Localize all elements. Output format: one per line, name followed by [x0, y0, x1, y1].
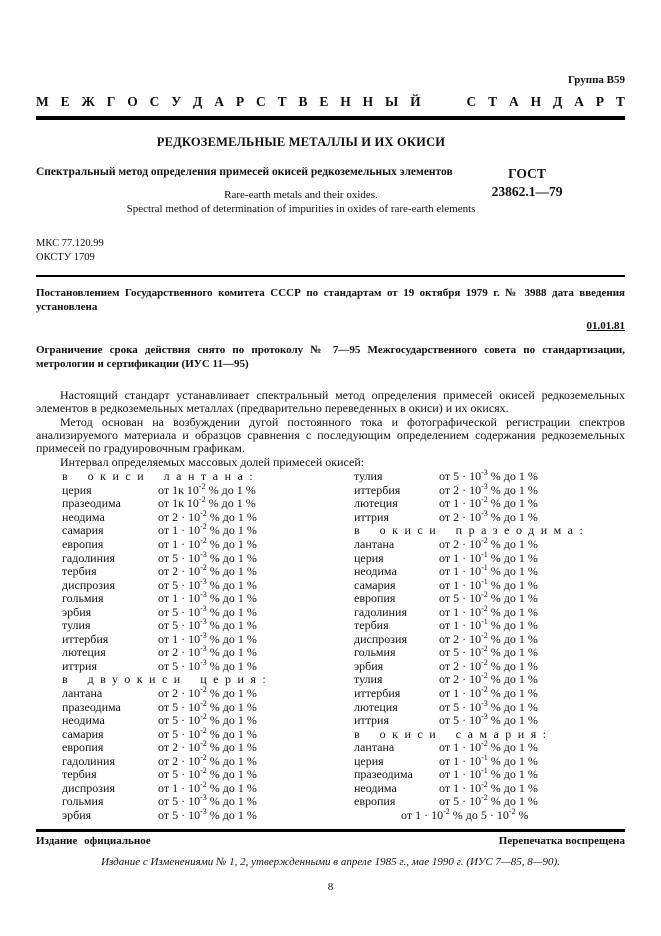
document-title: РЕДКОЗЕМЕЛЬНЫЕ МЕТАЛЛЫ И ИХ ОКИСИ [156, 135, 446, 149]
footer-line [36, 835, 625, 847]
element-name: гадолиния [62, 753, 115, 768]
effective-date-line [36, 320, 625, 332]
concentration-range: от $5 \cdot 10^{-3}$ % до 1 % [439, 468, 538, 484]
concentration-range: от $1 \cdot 10^{-2}$ % до 1 % [158, 779, 257, 795]
concentration-range: от $1 \cdot 10^{-1}$ % до 1 % [439, 617, 538, 633]
element-name: самария [62, 726, 104, 741]
table-row [354, 768, 625, 782]
element-name: лютеция [354, 496, 398, 511]
element-name: европия [354, 591, 396, 606]
concentration-range: от $1 \cdot 10^{-2}$ % до 1 % [158, 522, 257, 538]
page-number: 8 [327, 881, 334, 894]
reprint-prohibited-label: Перепечатка воспрещена [498, 835, 625, 848]
concentration-range: от $2 \cdot 10^{-2}$ % до 1 % [158, 563, 257, 579]
concentration-range: от $2 \cdot 10^{-2}$ % до 1 % [439, 630, 538, 646]
element-name: гольмия [62, 591, 104, 606]
section-rule [36, 275, 625, 277]
concentration-range: от $2 \cdot 10^{-2}$ % до 1 % [158, 684, 257, 700]
element-name: гадолиния [354, 604, 407, 619]
oxide-section-header: в окиси самария: [354, 726, 553, 741]
element-name: самария [62, 523, 104, 538]
concentration-range: от $1 \cdot 10^{-3}$ % до 1 % [158, 590, 257, 606]
paragraph-interval-intro: Интервал определяемых массовых долей примесей окисей: [60, 454, 365, 469]
table-row [354, 646, 625, 660]
concentration-range: от $2 \cdot 10^{-3}$ % до 1 % [439, 481, 538, 497]
table-row [354, 470, 625, 484]
group-code: Группа В59 [567, 74, 625, 86]
table-row [354, 684, 625, 701]
element-name: диспрозия [354, 631, 407, 646]
concentration-range: от $1 \cdot 10^{-1}$ % до 1 % [439, 752, 538, 768]
concentration-range: от $1 \cdot 10^{-2}$ % до $5 \cdot 10^{-2}$ % [401, 806, 529, 822]
element-name: тулия [354, 469, 383, 484]
subtitle-section [36, 165, 625, 223]
concentration-range: от $1 \cdot 10^{-2}$ % до 1 % [439, 603, 538, 619]
concentration-range: от $5 \cdot 10^{-3}$ % до 1 % [158, 657, 257, 673]
element-name: тербия [62, 767, 97, 782]
concentration-range: от $1 \cdot 10^{-3}$ % до 1 % [158, 630, 257, 646]
concentration-range: от 1к $10^{-2}$ % до 1 % [158, 481, 256, 497]
element-name: гадолиния [62, 550, 115, 565]
element-name: европия [62, 740, 104, 755]
concentration-range: от $1 \cdot 10^{-2}$ % до 1 % [439, 495, 538, 511]
okstu-code: ОКСТУ 1709 [36, 251, 95, 263]
concentration-range: от $5 \cdot 10^{-2}$ % до 1 % [158, 712, 257, 728]
table-row [354, 806, 625, 823]
concentration-range: от $5 \cdot 10^{-3}$ % до 1 % [158, 793, 257, 809]
table-row [354, 741, 625, 755]
element-name: празеодима [354, 767, 413, 782]
table-column-left [62, 470, 340, 822]
element-name: церия [354, 753, 384, 768]
element-name: гольмия [62, 794, 104, 809]
element-name: иттрия [62, 658, 97, 673]
concentration-range: от $5 \cdot 10^{-2}$ % до 1 % [158, 766, 257, 782]
concentration-range: от $2 \cdot 10^{-2}$ % до 1 % [439, 657, 538, 673]
oxide-section-header: в двуокиси церия: [62, 672, 273, 687]
concentration-range: от $1 \cdot 10^{-1}$ % до 1 % [439, 576, 538, 592]
element-name: церия [354, 550, 384, 565]
footer-rule [36, 829, 625, 832]
element-name: лютеция [62, 645, 106, 660]
concentration-range: от 1к $10^{-2}$ % до 1 % [158, 495, 256, 511]
element-name: тербия [354, 618, 389, 633]
element-name: эрбия [354, 658, 384, 673]
element-name: тулия [62, 618, 91, 633]
concentration-range: от $2 \cdot 10^{-3}$ % до 1 % [439, 508, 538, 524]
element-name: лантана [354, 740, 395, 755]
element-name: иттербия [354, 482, 401, 497]
concentration-range: от $1 \cdot 10^{-1}$ % до 1 % [439, 549, 538, 565]
concentration-range: от $5 \cdot 10^{-3}$ % до 1 % [158, 617, 257, 633]
table-row [354, 565, 625, 579]
concentration-range: от $5 \cdot 10^{-2}$ % до 1 % [439, 590, 538, 606]
table-row [354, 535, 625, 552]
table-row [354, 673, 625, 687]
concentration-range: от $5 \cdot 10^{-3}$ % до 1 % [158, 603, 257, 619]
element-name: эрбия [62, 604, 92, 619]
concentration-range: от $5 \cdot 10^{-2}$ % до 1 % [158, 698, 257, 714]
concentration-range: от $5 \cdot 10^{-3}$ % до 1 % [439, 712, 538, 728]
element-name: церия [62, 482, 92, 497]
concentration-range: от $1 \cdot 10^{-2}$ % до 1 % [439, 684, 538, 700]
oxide-section-header: в окиси празеодима: [354, 523, 590, 538]
element-name: лютеция [354, 699, 398, 714]
classification-codes [36, 237, 625, 265]
element-name: гольмия [354, 645, 396, 660]
table-row [354, 497, 625, 511]
element-name: неодима [354, 564, 397, 579]
decree-paragraph: Постановлением Государственного комитета СССР по стандартам от 19 октября 1979 г. № 3988 дата введения установлена [36, 286, 625, 314]
limitation-paragraph: Ограничение срока действия снято по протоколу № 7—95 Межгосударственного совета по стандартизации, метрологии и сертификации (ИУС 11—95) [36, 343, 625, 371]
effective-date: 01.01.81 [586, 319, 625, 332]
element-name: неодима [62, 509, 105, 524]
element-name: празеодима [62, 699, 121, 714]
element-name: европия [354, 794, 396, 809]
concentration-range: от $2 \cdot 10^{-2}$ % до 1 % [158, 752, 257, 768]
concentration-range: от $2 \cdot 10^{-2}$ % до 1 % [439, 535, 538, 551]
table-row [354, 549, 625, 566]
concentration-range: от $5 \cdot 10^{-2}$ % до 1 % [439, 644, 538, 660]
table-row [62, 806, 340, 823]
element-name: самария [354, 577, 396, 592]
concentration-range: от $5 \cdot 10^{-2}$ % до 1 % [439, 793, 538, 809]
concentration-range: от $5 \cdot 10^{-3}$ % до 1 % [158, 549, 257, 565]
table-column-right [354, 470, 625, 822]
concentration-range: от $1 \cdot 10^{-2}$ % до 1 % [158, 535, 257, 551]
gost-number-block [457, 165, 597, 201]
title-english-line1: Rare-earth metals and their oxides. [224, 189, 378, 202]
element-name: диспрозия [62, 780, 115, 795]
concentration-range: от $2 \cdot 10^{-2}$ % до 1 % [158, 739, 257, 755]
element-name: европия [62, 536, 104, 551]
concentration-range: от $2 \cdot 10^{-3}$ % до 1 % [158, 644, 257, 660]
concentration-range: от $5 \cdot 10^{-2}$ % до 1 % [158, 725, 257, 741]
concentration-range: от $1 \cdot 10^{-1}$ % до 1 % [439, 766, 538, 782]
table-row [354, 619, 625, 633]
title-english-line2: Spectral method of determination of impurities in oxides of rare-earth elements [126, 203, 476, 216]
table-row [354, 795, 625, 809]
table-row [354, 508, 625, 525]
element-name: иттрия [354, 713, 389, 728]
header-rule [36, 116, 625, 120]
element-name: эрбия [62, 807, 92, 822]
mks-code: МКС 77.120.99 [36, 238, 104, 249]
element-name: диспрозия [62, 577, 115, 592]
paragraph-method: Метод основан на возбуждении дугой постоянного тока и фотографической регистрации спектров анализируемого материала и образцов сравнения с последующим определением содержания редкоземельных примесей по градуировочным графикам. [36, 414, 625, 456]
element-name: тулия [354, 672, 383, 687]
table-row [354, 714, 625, 728]
element-name: тербия [62, 564, 97, 579]
element-name: лантана [354, 536, 395, 551]
concentration-range: от $1 \cdot 10^{-1}$ % до 1 % [439, 563, 538, 579]
element-name: лантана [62, 685, 103, 700]
concentration-range: от $2 \cdot 10^{-2}$ % до 1 % [439, 671, 538, 687]
concentration-range: от $1 \cdot 10^{-2}$ % до 1 % [439, 739, 538, 755]
document-subtitle: Спектральный метод определения примесей окисей редкоземельных элементов [36, 166, 453, 178]
edition-note: Издание с Изменениями № 1, 2, утвержденными в апреле 1985 г., мае 1990 г. (ИУС 7—85, 8—90). [101, 856, 560, 869]
standard-type-heading: М Е Ж Г О С У Д А Р С Т В Е Н Н Ы Й С Т А Н Д А Р Т [36, 94, 625, 109]
concentration-range: от $5 \cdot 10^{-3}$ % до 1 % [158, 576, 257, 592]
table-row [62, 657, 340, 674]
table-row [354, 592, 625, 606]
concentration-range: от $2 \cdot 10^{-2}$ % до 1 % [158, 508, 257, 524]
element-name: иттрия [354, 509, 389, 524]
element-name: иттербия [354, 685, 401, 700]
paragraph-scope: Настоящий стандарт устанавливает спектральный метод определения примесей окисей редкоземельных элементов в редкоземельных металлах (предварительно переведенных в окиси) и их окисях. [36, 387, 625, 416]
concentration-range: от $1 \cdot 10^{-2}$ % до 1 % [439, 779, 538, 795]
official-edition-label: Издание официальное [36, 835, 151, 848]
gost-label: ГОСТ [508, 166, 546, 181]
concentration-range: от $5 \cdot 10^{-3}$ % до 1 % [158, 806, 257, 822]
oxide-section-header: в окиси лантана: [62, 469, 260, 484]
gost-number: 23862.1—79 [491, 184, 563, 200]
element-name: иттербия [62, 631, 109, 646]
concentration-range: от $5 \cdot 10^{-3}$ % до 1 % [439, 698, 538, 714]
element-name: празеодима [62, 496, 121, 511]
element-name: неодима [62, 713, 105, 728]
impurity-range-table [36, 470, 625, 822]
body-text [36, 389, 625, 469]
element-name: неодима [354, 780, 397, 795]
